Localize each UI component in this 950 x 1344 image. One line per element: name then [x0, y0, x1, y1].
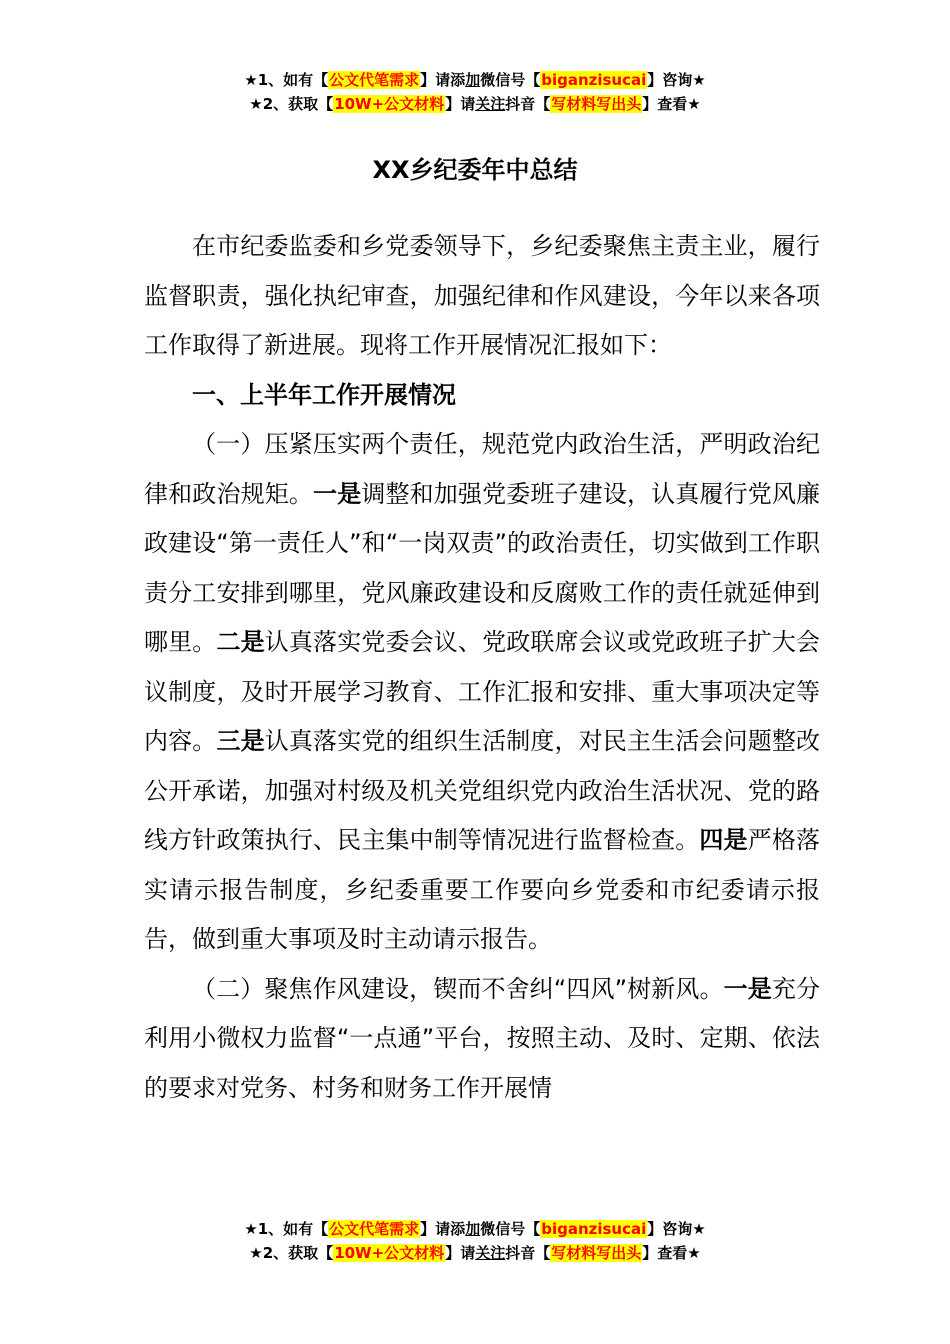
banner-highlight: 10W+公文材料: [334, 1244, 445, 1262]
document-title: XX乡纪委年中总结: [372, 156, 578, 184]
footer-banner: [0, 1217, 950, 1265]
banner-douyin-id: 写材料写出头: [551, 95, 642, 113]
section-heading: 一、上半年工作开展情况: [192, 380, 456, 409]
intro-paragraph: 在市纪委监委和乡党委领导下，乡纪委聚焦主责主业，履行监督职责，强化执纪审查，加强纪律和作风建设，今年以来各项工作取得了新进展。现将工作开展情况汇报如下：: [144, 232, 820, 359]
banner-wechat-id: biganzisucai: [541, 71, 647, 89]
banner-highlight: 公文代笔需求: [329, 1220, 420, 1238]
banner-highlight: 公文代笔需求: [329, 71, 420, 89]
header-banner: [0, 68, 950, 116]
banner-line-1: ★1、如有【公文代笔需求】请添加微信号【biganzisucai】咨询★: [244, 1220, 706, 1238]
banner-line-1: ★1、如有【公文代笔需求】请添加微信号【biganzisucai】咨询★: [244, 71, 706, 89]
banner-line-2: ★2、获取【10W+公文材料】请关注抖音【写材料写出头】查看★: [249, 95, 701, 113]
banner-douyin-id: 写材料写出头: [551, 1244, 642, 1262]
banner-highlight: 10W+公文材料: [334, 95, 445, 113]
subsection-1-paragraph: （一）压紧压实两个责任，规范党内政治生活，严明政治纪律和政治规矩。一是调整和加强党委班子建设，认真履行党风廉政建设“第一责任人”和“一岗双责”的政治责任，切实做到工作职责分工安排到哪里，党风廉政建设和反腐败工作的责任就延伸到哪里。二是认真落实党委会议、党政联席会议或党政班子扩大会议制度，及时开展学习教育、工作汇报和安排、重大事项决定等内容。三是认真落实党的组织生活制度，对民主生活会问题整改公开承诺，加强对村级及机关党组织党内政治生活状况、党的路线方针政策执行、民主集中制等情况进行监督检查。四是严格落实请示报告制度，乡纪委重要工作要向乡党委和市纪委请示报告，做到重大事项及时主动请示报告。: [144, 430, 821, 953]
banner-wechat-id: biganzisucai: [541, 1220, 647, 1238]
document-body: [144, 222, 820, 1113]
subsection-2-paragraph: （二）聚焦作风建设，锲而不舍纠“四风”树新风。一是充分利用小微权力监督“一点通”平台，按照主动、及时、定期、依法的要求对党务、村务和财务工作开展情: [144, 974, 821, 1102]
banner-line-2: ★2、获取【10W+公文材料】请关注抖音【写材料写出头】查看★: [249, 1244, 701, 1262]
